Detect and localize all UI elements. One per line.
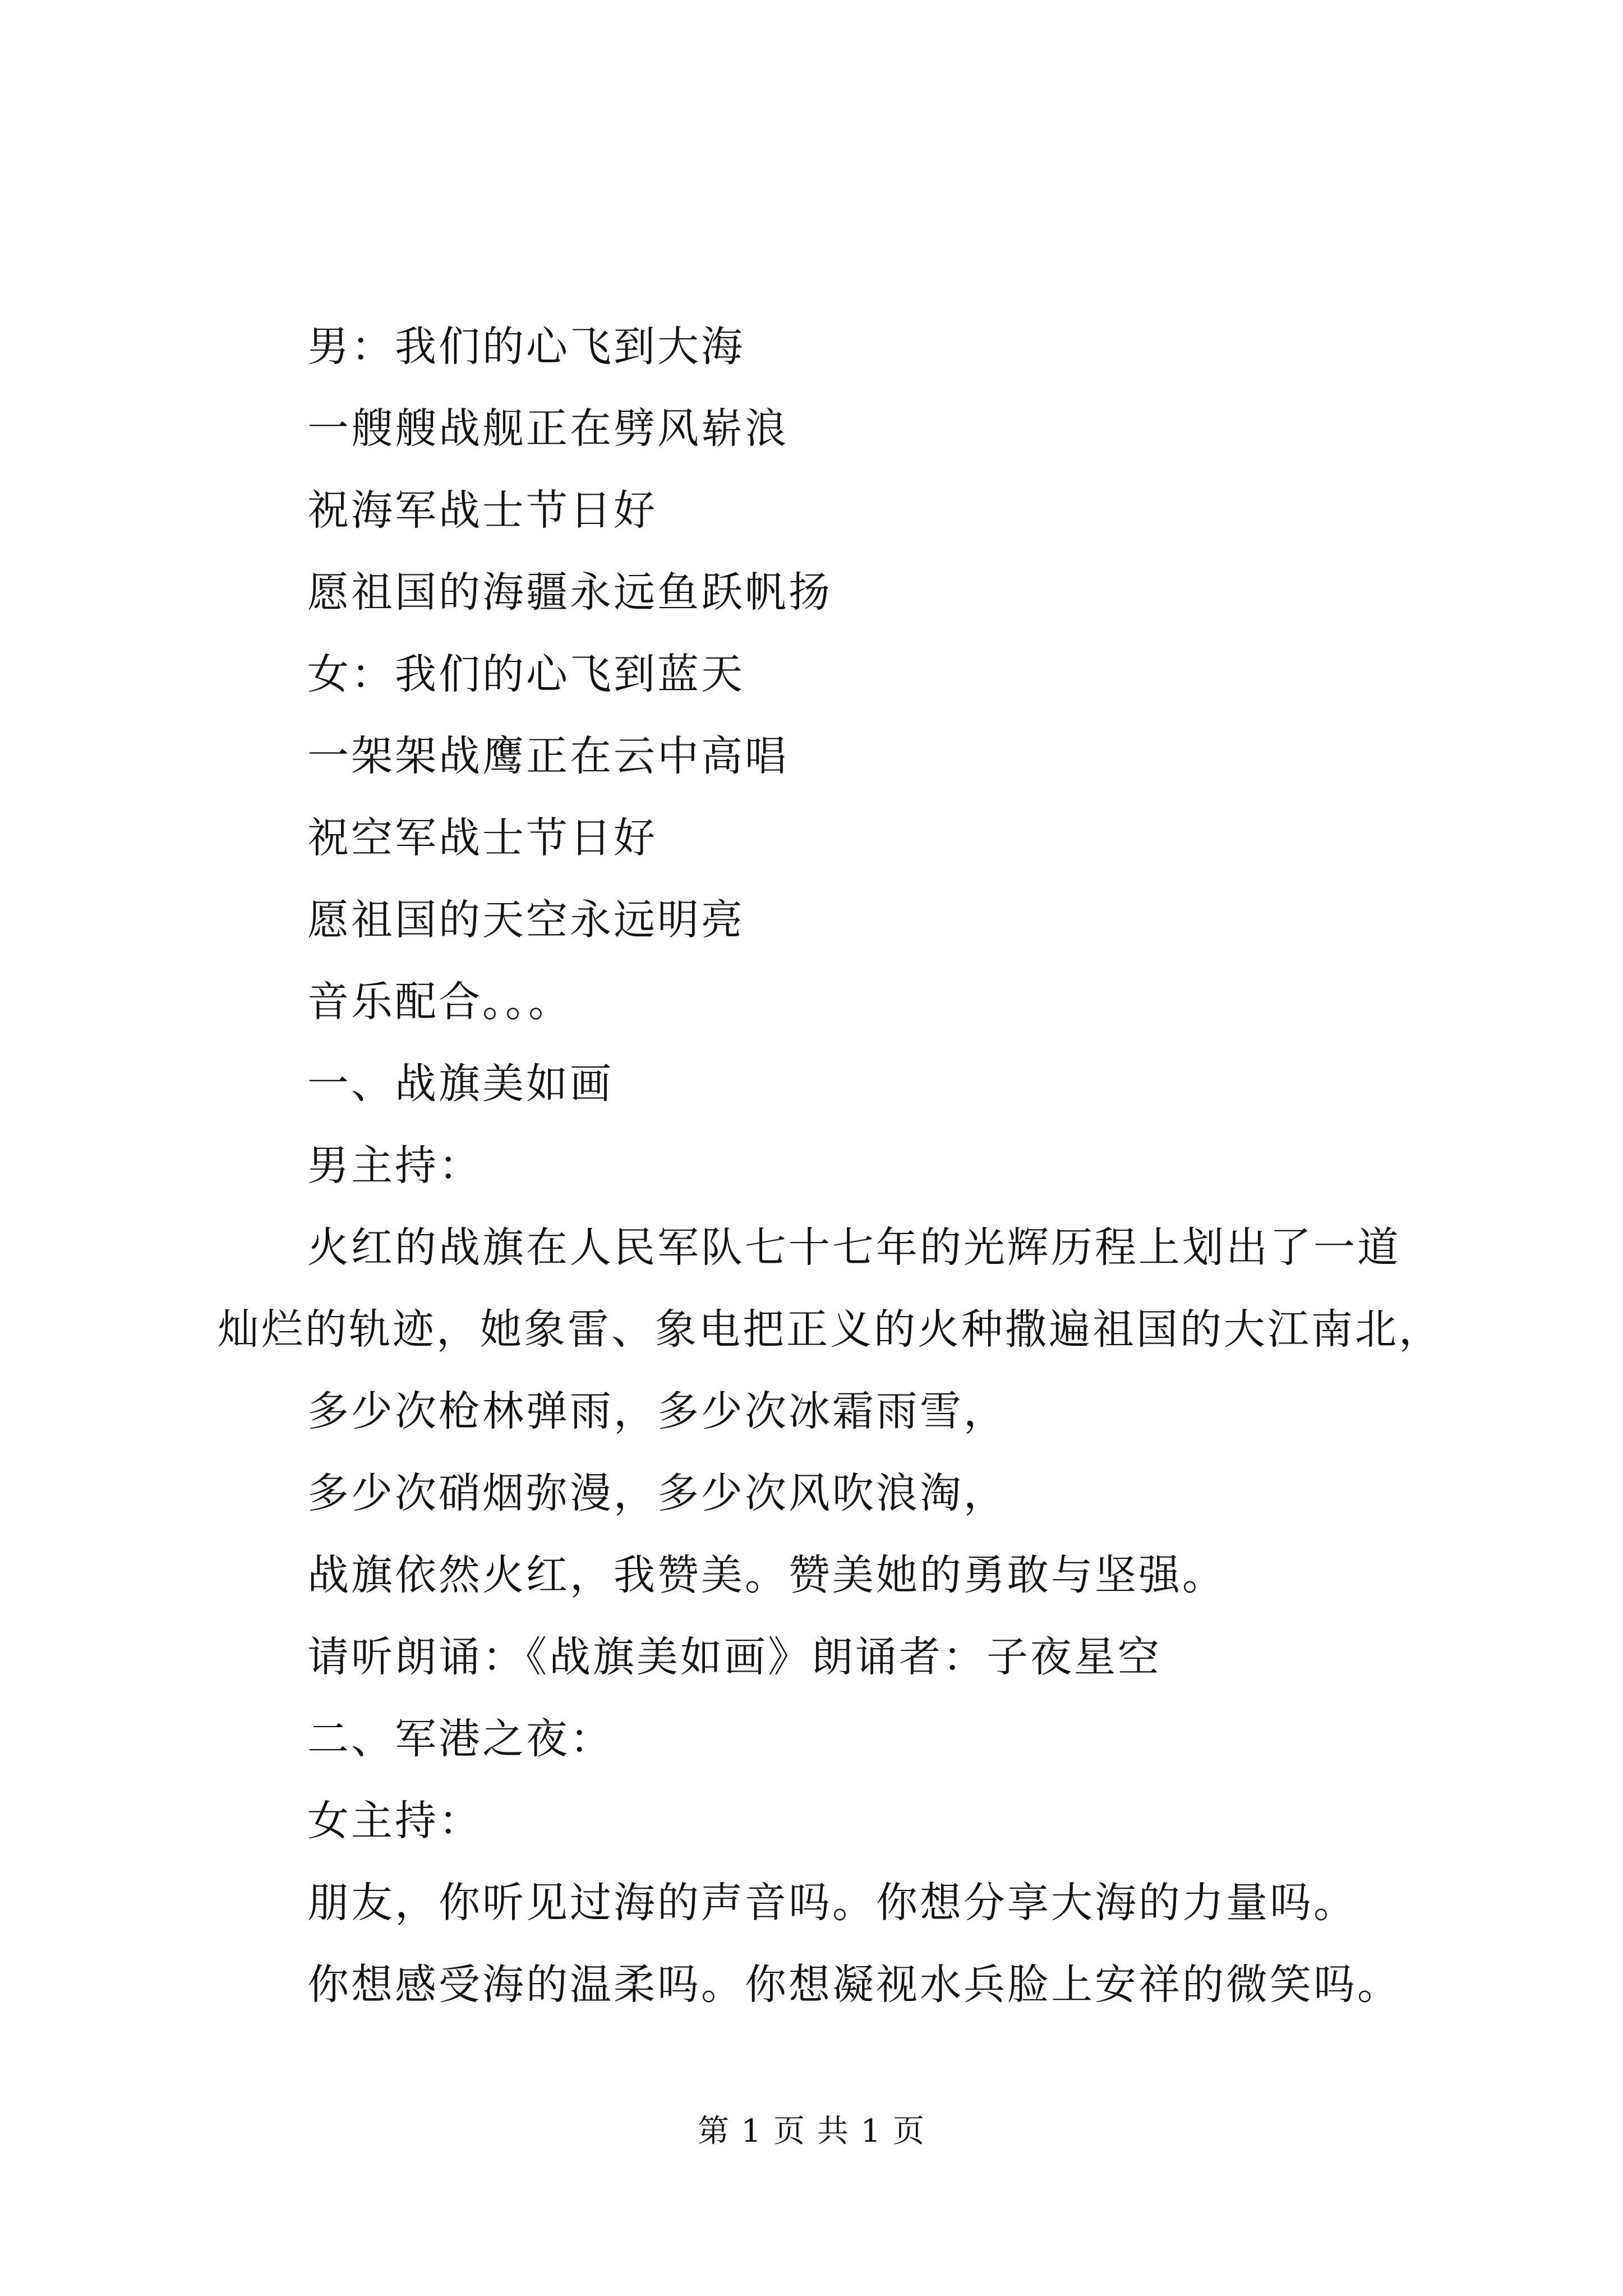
page-footer: 第 1 页 共 1 页 (697, 2113, 926, 2150)
text-line-continuation: 灿烂的轨迹，她象雷、象电把正义的火种撒遍祖国的大江南北， (218, 1305, 1442, 1354)
text-line: 音乐配合。。。 (307, 978, 572, 1026)
text-line: 你想感受海的温柔吗。你想凝视水兵脸上安祥的微笑吗。 (307, 1961, 1401, 2009)
text-line: 朋友，你听见过海的声音吗。你想分享大海的力量吗。 (307, 1879, 1357, 1927)
text-line: 男：我们的心飞到大海 (307, 323, 745, 371)
document-body (218, 306, 1440, 2026)
text-line: 祝海军战士节日好 (307, 486, 657, 535)
text-line: 一艘艘战舰正在劈风崭浪 (307, 404, 789, 453)
text-line: 火红的战旗在人民军队七十七年的光辉历程上划出了一道 (307, 1223, 1401, 1272)
text-line: 请听朗诵：《战旗美如画》朗诵者：子夜星空 (307, 1633, 1161, 1681)
section-heading: 二、军港之夜： (307, 1715, 614, 1763)
text-line: 女：我们的心飞到蓝天 (307, 650, 745, 698)
text-line: 愿祖国的天空永远明亮 (307, 896, 745, 944)
text-line: 愿祖国的海疆永远鱼跃帆扬 (307, 568, 832, 616)
text-line: 战旗依然火红，我赞美。赞美她的勇敢与坚强。 (307, 1551, 1226, 1599)
text-line: 多少次枪林弹雨，多少次冰霜雨雪， (307, 1387, 1007, 1435)
text-line: 一架架战鹰正在云中高唱 (307, 732, 789, 780)
text-line: 多少次硝烟弥漫，多少次风吹浪淘， (307, 1469, 1007, 1517)
text-line: 祝空军战士节日好 (307, 814, 657, 862)
speaker-label: 男主持： (307, 1142, 482, 1190)
section-heading: 一、战旗美如画 (307, 1060, 614, 1108)
speaker-label: 女主持： (307, 1797, 482, 1845)
